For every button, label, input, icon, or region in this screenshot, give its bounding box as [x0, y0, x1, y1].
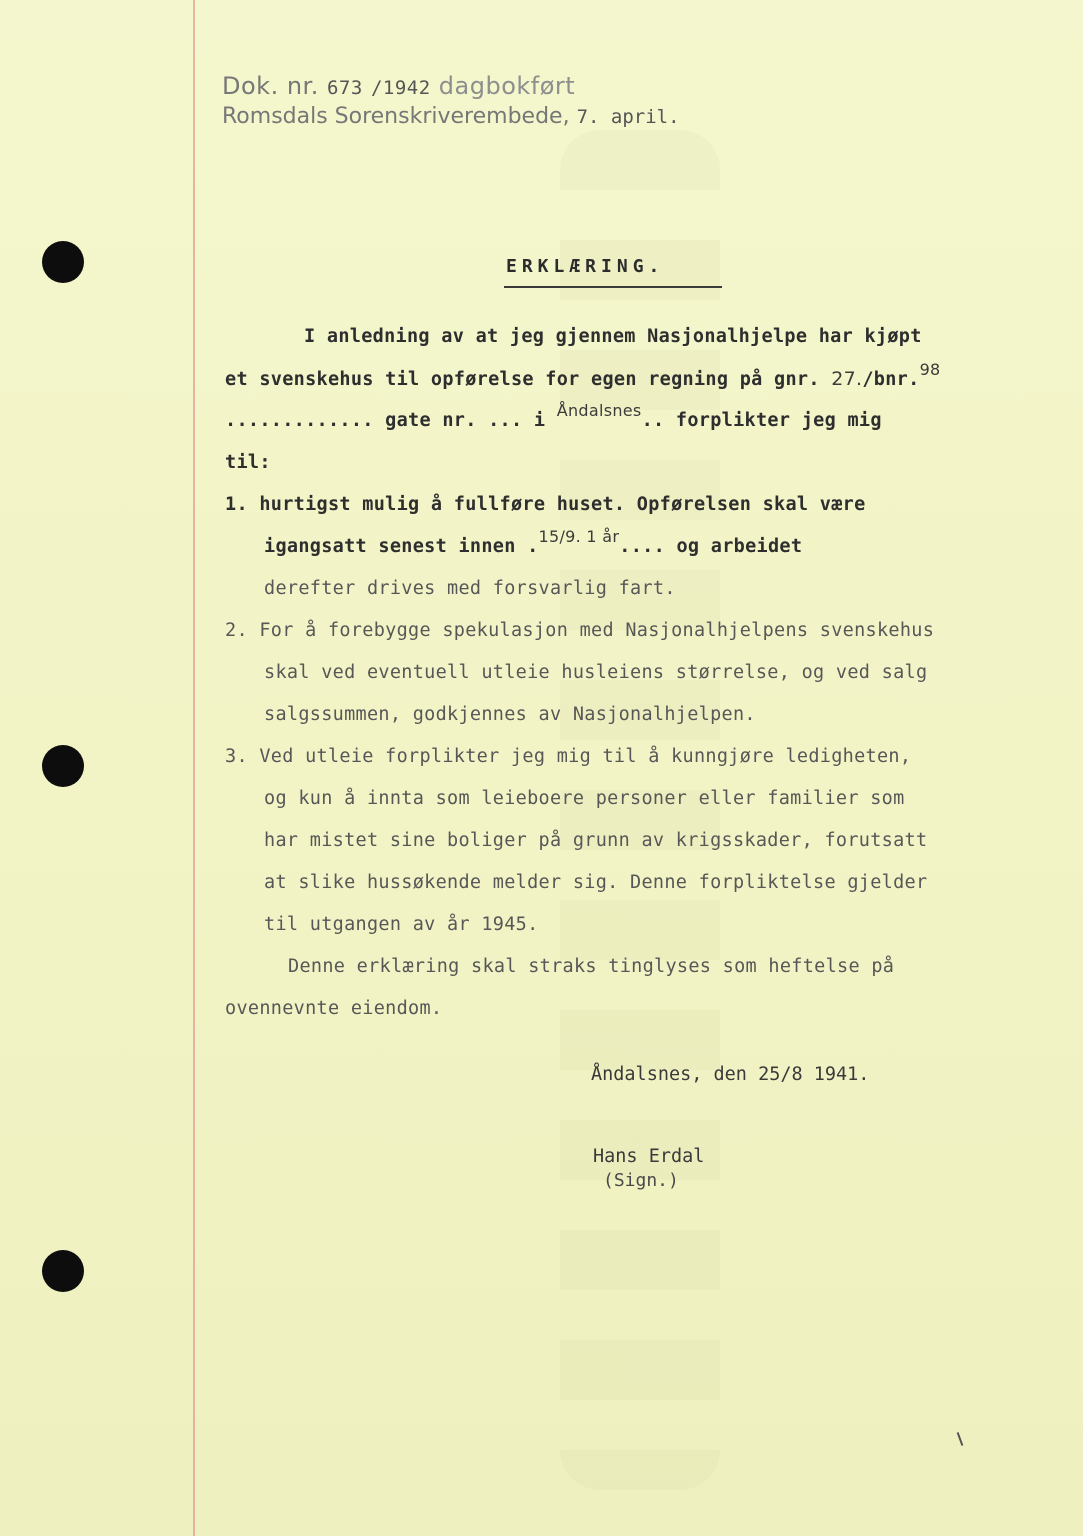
intro-line-3-end: .. forplikter jeg mig	[641, 410, 882, 431]
punch-hole-middle	[42, 745, 84, 787]
start-deadline-fill: 15/9. 1 år	[538, 527, 620, 546]
item-3-line-3: har mistet sine boliger på grunn av krigsskader, forutsatt	[264, 830, 928, 851]
pen-mark	[957, 1432, 964, 1446]
signed-mark: (Sign.)	[603, 1170, 679, 1191]
bnr-label: /bnr.	[862, 369, 920, 390]
place-and-date: Åndalsnes, den 25/8 1941.	[591, 1064, 870, 1085]
item-2-line-1: 2. For å forebygge spekulasjon med Nasjonalhjelpens svenskehus	[225, 620, 935, 641]
intro-line-2	[225, 360, 941, 390]
item-3-line-1: 3. Ved utleie forplikter jeg mig til å kunngjøre ledigheten,	[225, 746, 912, 767]
signer-name: Hans Erdal	[593, 1146, 705, 1167]
bnr-value: 98	[919, 360, 941, 379]
gnr-value: 27.	[831, 368, 863, 390]
intro-line-1: I anledning av at jeg gjennem Nasjonalhjelpe har kjøpt	[304, 326, 922, 347]
registry-stamp-line1	[222, 72, 575, 100]
item-3-line-4: at slike hussøkende melder sig. Denne forpliktelse gjelder	[264, 872, 928, 893]
punch-hole-top	[42, 241, 84, 283]
item-1-line-3: derefter drives med forsvarlig fart.	[264, 578, 676, 599]
punch-hole-bottom	[42, 1250, 84, 1292]
doc-status: dagbokført	[438, 72, 576, 100]
place-fill: Åndalsnes	[556, 401, 642, 420]
item-2-line-2: skal ved eventuell utleie husleiens størrelse, og ved salg	[264, 662, 928, 683]
item-2-line-3: salgssummen, godkjennes av Nasjonalhjelpen.	[264, 704, 756, 725]
intro-line-3-text: ............. gate nr. ... i	[225, 410, 546, 431]
intro-line-4: til:	[225, 452, 271, 473]
item-3-line-5: til utgangen av år 1945.	[264, 914, 539, 935]
intro-line-2-text: et svenskehus til opførelse for egen regning på gnr.	[225, 369, 820, 390]
margin-rule	[193, 0, 195, 1536]
doc-label: Dok. nr.	[222, 72, 319, 100]
item-3-line-2: og kun å innta som leieboere personer eller familier som	[264, 788, 905, 809]
item-1-line-2	[264, 527, 803, 557]
item-1-line-1: 1. hurtigst mulig å fullføre huset. Opførelsen skal være	[225, 494, 866, 515]
closing-line-1: Denne erklæring skal straks tinglyses som heftelse på	[288, 956, 895, 977]
office-name: Romsdals Sorenskriverembede,	[222, 104, 570, 129]
item-1-line-2-text: igangsatt senest innen .	[264, 536, 539, 557]
item-1-line-2-end: .... og arbeidet	[619, 536, 803, 557]
doc-year: /1942	[370, 77, 431, 99]
document-title: ERKLÆRING.	[506, 256, 665, 277]
doc-number: 673	[326, 77, 363, 99]
intro-line-3	[225, 401, 882, 431]
title-underline	[504, 286, 722, 288]
closing-line-2: ovennevnte eiendom.	[225, 998, 443, 1019]
registry-date: 7. april.	[576, 106, 680, 128]
registry-stamp-line2	[222, 104, 680, 129]
